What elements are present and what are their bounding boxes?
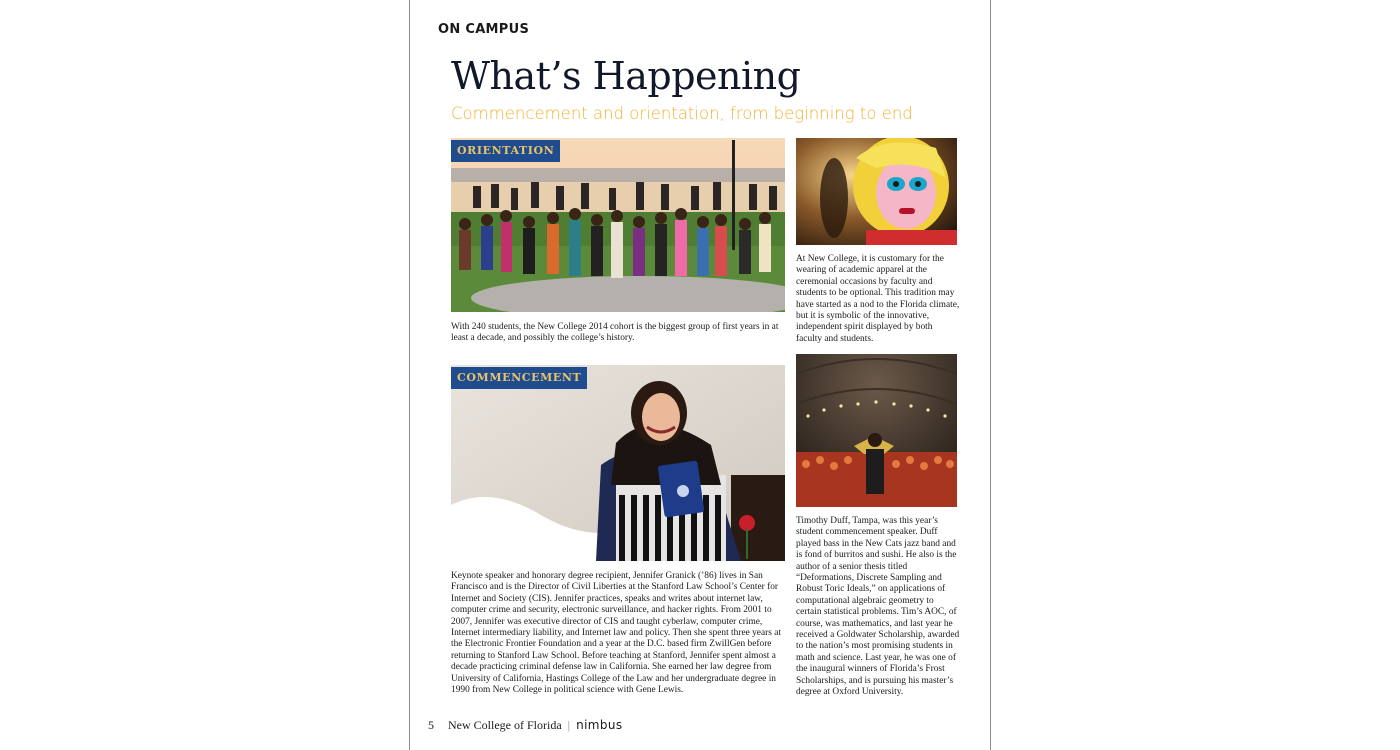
pop-art-photo bbox=[796, 138, 957, 245]
commencement-tag: COMMENCEMENT bbox=[451, 367, 587, 389]
page-number: 5 bbox=[428, 718, 434, 732]
speaker-caption: Timothy Duff, Tampa, was this year’s student commencement speaker. Duff played bass in the New Cats jazz band and is fond of burritos and sushi. He also is the author of a senior thesis titled “Deformations, Discrete Sampling and Robust Toric Ideals,” on applications of computational algebraic geometry to certain statistical problems. Tim’s AOC, of course, was mathematics, and last year he received a Goldwater Scholarship, awarded to the nation’s most promising students in math and science. Last year, he was one of the inaugural winners of Florida’s Frost Scholarships, and is pursuing his master’s degree at Oxford University. bbox=[796, 516, 960, 698]
orientation-caption: With 240 students, the New College 2014 cohort is the biggest group of first years in at least a decade, and possibly the college’s history. bbox=[451, 322, 779, 344]
magazine-name: nimbus bbox=[576, 718, 623, 732]
speaker-photo bbox=[796, 354, 957, 507]
footer-separator: | bbox=[567, 718, 571, 732]
page-footer bbox=[428, 718, 623, 733]
commencement-caption: Keynote speaker and honorary degree recipient, Jennifer Granick (’86) lives in San Francisco and is the Director of Civil Liberties at the Stanford Law School’s Center for Internet and Society (CIS). Jennifer practices, speaks and writes about internet law, computer crime and security, electronic surveillance, and hacker rights. From 2001 to 2007, Jennifer was executive director of CIS and taught cyberlaw, computer crime, Internet intermediary liability, and Internet law and policy. Then she spent three years at the Electronic Frontier Foundation and a year at the D.C. based firm ZwillGen before returning to Stanford Law School. Before teaching at Stanford, Jennifer spent almost a decade practicing criminal defense law in California. She earned her law degree from University of California, Hastings College of the Law and her undergraduate degree in 1990 from New College in political science with Gene Lewis. bbox=[451, 571, 781, 696]
magazine-page bbox=[409, 0, 991, 750]
orientation-photo bbox=[451, 138, 785, 312]
page-title: What’s Happening bbox=[451, 54, 801, 98]
orientation-tag: ORIENTATION bbox=[451, 140, 560, 162]
section-label: ON CAMPUS bbox=[438, 22, 530, 37]
publisher-name: New College of Florida bbox=[448, 718, 562, 732]
page-subtitle: Commencement and orientation, from beginning to end bbox=[451, 104, 913, 123]
commencement-photo bbox=[451, 365, 785, 561]
regalia-caption: At New College, it is customary for the wearing of academic apparel at the ceremonial occasions by faculty and students to be optional. This tradition may have started as a nod to the Florida climate, but it is symbolic of the innovative, independent spirit displayed by both faculty and students. bbox=[796, 254, 960, 344]
